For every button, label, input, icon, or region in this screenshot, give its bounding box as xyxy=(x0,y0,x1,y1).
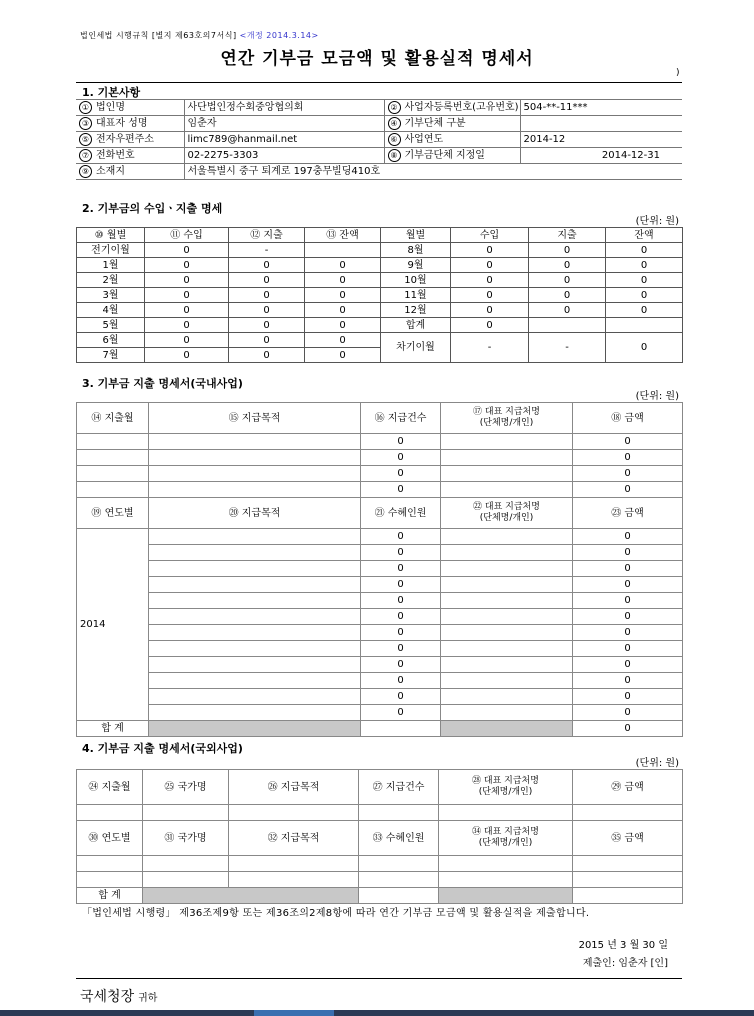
table-cell: 0 xyxy=(606,273,683,288)
amount-cell: 0 xyxy=(573,434,683,450)
table-cell: 0 xyxy=(529,243,606,258)
table-row xyxy=(77,657,683,673)
recipient-header: ㉘ 대표 지급처명 xyxy=(472,776,539,786)
column-header-recipient xyxy=(441,403,573,434)
carry-forward-cell: - xyxy=(529,333,606,363)
table-row xyxy=(77,258,683,273)
column-header-recipient xyxy=(439,770,573,805)
table-cell: 0 xyxy=(229,288,305,303)
basic-info-body xyxy=(76,100,682,180)
column-header: ㉛ 국가명 xyxy=(143,821,229,856)
table-row xyxy=(77,705,683,721)
domestic-expense-body xyxy=(77,403,683,737)
column-header-recipient xyxy=(439,821,573,856)
submission-statement: 「법인세법 시행령」 제36조제9항 또는 제36조의2제8항에 따라 연간 기부금 모금액 및 활용실적을 제출합니다. xyxy=(82,908,590,919)
table-cell: 0 xyxy=(451,273,529,288)
total-label: 합 계 xyxy=(77,888,143,904)
table-cell xyxy=(77,805,143,821)
table-cell: 3월 xyxy=(77,288,145,303)
table-cell: 0 xyxy=(606,243,683,258)
domestic-expense-table xyxy=(76,402,683,737)
table-cell: 0 xyxy=(451,258,529,273)
circled-number: ② xyxy=(388,101,401,114)
overseas-expense-table xyxy=(76,769,683,904)
table-cell: 11월 xyxy=(381,288,451,303)
info-row xyxy=(76,132,682,148)
recipient-subheader: (단체명/개인) xyxy=(479,418,534,428)
section2-title: 2. 기부금의 수입ㆍ지출 명세 xyxy=(82,202,223,215)
table-cell xyxy=(441,625,573,641)
table-row xyxy=(77,318,683,333)
table-cell: 10월 xyxy=(381,273,451,288)
count-cell: 0 xyxy=(361,609,441,625)
table-cell xyxy=(441,641,573,657)
column-header: ⑩ 월별 xyxy=(77,228,145,243)
table-cell xyxy=(149,609,361,625)
table-cell xyxy=(441,450,573,466)
table-cell xyxy=(439,872,573,888)
info-value: 임춘자 xyxy=(184,116,384,132)
table-cell xyxy=(441,689,573,705)
document-title: 연간 기부금 모금액 및 활용실적 명세서 xyxy=(220,49,534,69)
table-row xyxy=(77,273,683,288)
column-header: ㉝ 수혜인원 xyxy=(359,821,439,856)
table-row xyxy=(77,561,683,577)
table-cell: 0 xyxy=(305,258,381,273)
table-cell: 0 xyxy=(145,288,229,303)
table-row xyxy=(77,303,683,318)
column-header: 수입 xyxy=(451,228,529,243)
column-header: ⑯ 지급건수 xyxy=(361,403,441,434)
amount-cell: 0 xyxy=(573,482,683,498)
count-cell: 0 xyxy=(361,466,441,482)
count-cell: 0 xyxy=(361,705,441,721)
table-row xyxy=(77,529,683,545)
table-row xyxy=(77,243,683,258)
total-row xyxy=(77,721,683,737)
count-cell: 0 xyxy=(361,641,441,657)
amount-cell: 0 xyxy=(573,641,683,657)
table-cell: 0 xyxy=(305,348,381,363)
table-cell: 0 xyxy=(145,333,229,348)
table-cell: 전기이월 xyxy=(77,243,145,258)
table-row xyxy=(77,641,683,657)
total-label: 합 계 xyxy=(77,721,149,737)
amount-cell: 0 xyxy=(573,593,683,609)
column-header: ⑲ 연도별 xyxy=(77,498,149,529)
table-cell xyxy=(149,625,361,641)
table-cell xyxy=(441,529,573,545)
table-row xyxy=(77,482,683,498)
recipient-subheader: (단체명/개인) xyxy=(479,513,534,523)
circled-number: ⑨ xyxy=(79,165,92,178)
info-label xyxy=(384,132,520,148)
address-value: 서울특별시 중구 퇴계로 197충무빌딩410호 xyxy=(184,164,682,180)
table-cell xyxy=(359,872,439,888)
carry-forward-cell: - xyxy=(451,333,529,363)
table-cell xyxy=(149,561,361,577)
table-cell xyxy=(77,872,143,888)
field-label: 대표자 성명 xyxy=(96,118,148,129)
corner-paren: ) xyxy=(676,68,680,78)
column-header: ㉚ 연도별 xyxy=(77,821,143,856)
table-cell xyxy=(573,856,683,872)
table-cell xyxy=(149,482,361,498)
year-cell: 2014 xyxy=(77,529,149,721)
table-cell xyxy=(149,450,361,466)
table-row xyxy=(77,856,683,872)
table-row xyxy=(77,673,683,689)
recipient-suffix: 귀하 xyxy=(138,993,158,1004)
table-cell: 0 xyxy=(606,288,683,303)
table-cell xyxy=(149,434,361,450)
table-cell: 합계 xyxy=(381,318,451,333)
table-cell xyxy=(149,529,361,545)
revision-date: <개정 2014.3.14> xyxy=(239,31,319,40)
taskbar-highlight xyxy=(254,1010,334,1016)
table-cell xyxy=(359,856,439,872)
amount-cell: 0 xyxy=(573,561,683,577)
table-row xyxy=(77,434,683,450)
table-cell: 0 xyxy=(229,273,305,288)
amount-cell: 0 xyxy=(573,577,683,593)
table-cell: 0 xyxy=(305,273,381,288)
amount-cell: 0 xyxy=(573,657,683,673)
column-header: 월별 xyxy=(381,228,451,243)
info-value: 504-**-11*** xyxy=(520,100,682,116)
table-cell xyxy=(149,545,361,561)
section4-title: 4. 기부금 지출 명세서(국외사업) xyxy=(82,742,243,755)
income-header-row xyxy=(77,228,683,243)
table-cell: 6월 xyxy=(77,333,145,348)
carry-forward-cell: 차기이월 xyxy=(381,333,451,363)
column-header: ⑳ 지급목적 xyxy=(149,498,361,529)
table-cell xyxy=(143,856,229,872)
info-label xyxy=(76,164,184,180)
table-cell xyxy=(229,805,359,821)
column-header-row xyxy=(77,403,683,434)
circled-number: ① xyxy=(79,101,92,114)
table-cell xyxy=(143,872,229,888)
column-header: ㉓ 금액 xyxy=(573,498,683,529)
table-cell xyxy=(149,689,361,705)
gray-cell xyxy=(143,888,359,904)
column-header: 잔액 xyxy=(606,228,683,243)
table-cell: 5월 xyxy=(77,318,145,333)
table-row xyxy=(77,577,683,593)
basic-info-table xyxy=(76,99,682,180)
form-reference xyxy=(80,30,319,41)
table-row xyxy=(77,625,683,641)
count-cell: 0 xyxy=(361,450,441,466)
info-label xyxy=(76,116,184,132)
table-cell xyxy=(441,545,573,561)
column-header: ⑪ 수입 xyxy=(145,228,229,243)
column-header: ⑱ 금액 xyxy=(573,403,683,434)
column-header: ㉗ 지급건수 xyxy=(359,770,439,805)
count-cell: 0 xyxy=(361,657,441,673)
table-cell: 0 xyxy=(229,318,305,333)
total-row xyxy=(77,888,683,904)
column-header: ㉔ 지출월 xyxy=(77,770,143,805)
circled-number: ④ xyxy=(388,117,401,130)
recipient-name: 국세청장 xyxy=(80,989,135,1005)
column-header: ⑮ 지급목적 xyxy=(149,403,361,434)
table-cell: 0 xyxy=(529,258,606,273)
gray-cell xyxy=(441,721,573,737)
gray-cell xyxy=(439,888,573,904)
table-cell xyxy=(573,888,683,904)
table-row xyxy=(77,450,683,466)
table-cell: 0 xyxy=(229,333,305,348)
amount-cell: 0 xyxy=(573,625,683,641)
recipient xyxy=(80,986,157,1006)
section3-unit: (단위: 원) xyxy=(635,391,679,402)
table-cell xyxy=(359,888,439,904)
column-header: ㉕ 국가명 xyxy=(143,770,229,805)
income-expense-body xyxy=(77,228,683,363)
field-label: 전화번호 xyxy=(96,150,135,161)
table-cell xyxy=(77,482,149,498)
table-cell xyxy=(439,856,573,872)
info-label xyxy=(384,148,520,164)
column-header: ㉟ 금액 xyxy=(573,821,683,856)
table-cell xyxy=(77,434,149,450)
total-amount: 0 xyxy=(573,721,683,737)
table-row xyxy=(77,609,683,625)
recipient-header: ㉞ 대표 지급처명 xyxy=(472,827,539,837)
table-cell xyxy=(529,318,606,333)
circled-number: ③ xyxy=(79,117,92,130)
recipient-subheader: (단체명/개인) xyxy=(478,787,533,797)
table-cell: 0 xyxy=(606,303,683,318)
table-row xyxy=(77,689,683,705)
table-cell: 0 xyxy=(451,288,529,303)
table-cell: 0 xyxy=(305,288,381,303)
recipient-header: ⑰ 대표 지급처명 xyxy=(473,407,540,417)
info-label xyxy=(76,132,184,148)
table-cell: 0 xyxy=(529,303,606,318)
table-cell: 0 xyxy=(145,318,229,333)
circled-number: ⑧ xyxy=(388,149,401,162)
divider xyxy=(76,82,682,83)
count-cell: 0 xyxy=(361,577,441,593)
table-cell xyxy=(441,466,573,482)
table-row xyxy=(77,466,683,482)
table-cell: 0 xyxy=(305,333,381,348)
table-cell: 0 xyxy=(305,318,381,333)
column-header: ⑫ 지출 xyxy=(229,228,305,243)
table-cell: 12월 xyxy=(381,303,451,318)
info-value xyxy=(520,116,682,132)
table-cell: 0 xyxy=(229,303,305,318)
table-row xyxy=(77,593,683,609)
table-cell: 0 xyxy=(529,273,606,288)
submission-date: 2015 년 3 월 30 일 xyxy=(578,940,668,951)
info-value: 2014-12 xyxy=(520,132,682,148)
table-cell xyxy=(573,872,683,888)
section2-unit: (단위: 원) xyxy=(635,216,679,227)
column-header-row xyxy=(77,821,683,856)
divider xyxy=(76,978,682,979)
amount-cell: 0 xyxy=(573,545,683,561)
table-row xyxy=(77,333,683,348)
column-header: ㉙ 금액 xyxy=(573,770,683,805)
table-row xyxy=(77,288,683,303)
table-cell: 0 xyxy=(145,243,229,258)
table-cell: - xyxy=(229,243,305,258)
overseas-expense-body xyxy=(77,770,683,904)
amount-cell: 0 xyxy=(573,689,683,705)
table-cell xyxy=(77,856,143,872)
count-cell: 0 xyxy=(361,593,441,609)
info-value: limc789@hanmail.net xyxy=(184,132,384,148)
gray-cell xyxy=(149,721,361,737)
table-cell xyxy=(441,561,573,577)
table-cell: 0 xyxy=(145,273,229,288)
column-header: ㉑ 수혜인원 xyxy=(361,498,441,529)
info-value: 02-2275-3303 xyxy=(184,148,384,164)
table-cell: 9월 xyxy=(381,258,451,273)
table-cell: 0 xyxy=(145,303,229,318)
circled-number: ⑦ xyxy=(79,149,92,162)
income-expense-table xyxy=(76,227,683,363)
column-header: ⑬ 잔액 xyxy=(305,228,381,243)
table-cell xyxy=(149,593,361,609)
table-cell: 0 xyxy=(451,318,529,333)
table-cell: 0 xyxy=(606,258,683,273)
table-cell xyxy=(573,805,683,821)
circled-number: ⑤ xyxy=(79,133,92,146)
info-label xyxy=(76,148,184,164)
table-cell xyxy=(149,641,361,657)
table-cell xyxy=(361,721,441,737)
table-cell xyxy=(149,673,361,689)
table-cell: 0 xyxy=(451,303,529,318)
table-cell: 0 xyxy=(229,348,305,363)
info-value: 2014-12-31 xyxy=(520,148,682,164)
table-cell: 0 xyxy=(451,243,529,258)
info-row xyxy=(76,100,682,116)
field-label: 전자우편주소 xyxy=(96,134,154,145)
column-header-row xyxy=(77,770,683,805)
column-header: 지출 xyxy=(529,228,606,243)
column-header: ㉜ 지급목적 xyxy=(229,821,359,856)
section4-unit: (단위: 원) xyxy=(635,758,679,769)
table-cell xyxy=(359,805,439,821)
table-cell: 2월 xyxy=(77,273,145,288)
table-cell: 0 xyxy=(145,348,229,363)
section3-title: 3. 기부금 지출 명세서(국내사업) xyxy=(82,377,243,390)
table-cell xyxy=(149,657,361,673)
section1-title: 1. 기본사항 xyxy=(82,86,141,99)
info-row-address xyxy=(76,164,682,180)
amount-cell: 0 xyxy=(573,705,683,721)
form-ref-text: 법인세법 시행규칙 [별지 제63호의7서식] xyxy=(80,31,237,40)
circled-number: ⑥ xyxy=(388,133,401,146)
column-header: ⑭ 지출월 xyxy=(77,403,149,434)
window-taskbar xyxy=(0,1010,754,1016)
count-cell: 0 xyxy=(361,625,441,641)
count-cell: 0 xyxy=(361,434,441,450)
field-label: 기부금단체 지정일 xyxy=(404,150,485,161)
table-cell xyxy=(441,482,573,498)
table-cell xyxy=(149,577,361,593)
table-cell xyxy=(149,466,361,482)
column-header-row xyxy=(77,498,683,529)
count-cell: 0 xyxy=(361,689,441,705)
table-cell xyxy=(77,450,149,466)
table-cell: 0 xyxy=(145,258,229,273)
amount-cell: 0 xyxy=(573,466,683,482)
info-label xyxy=(76,100,184,116)
info-label xyxy=(384,116,520,132)
table-cell xyxy=(441,609,573,625)
amount-cell: 0 xyxy=(573,673,683,689)
field-label: 사업연도 xyxy=(404,134,444,145)
table-cell xyxy=(149,705,361,721)
table-cell: 0 xyxy=(305,303,381,318)
table-cell: 4월 xyxy=(77,303,145,318)
info-value: 사단법인정수회중앙협의회 xyxy=(184,100,384,116)
table-cell xyxy=(439,805,573,821)
field-label: 사업자등록번호(고유번호) xyxy=(404,102,519,113)
column-header-recipient xyxy=(441,498,573,529)
table-row xyxy=(77,872,683,888)
count-cell: 0 xyxy=(361,529,441,545)
table-cell xyxy=(77,466,149,482)
count-cell: 0 xyxy=(361,482,441,498)
table-cell: 0 xyxy=(229,258,305,273)
table-cell xyxy=(441,657,573,673)
table-row xyxy=(77,545,683,561)
carry-forward-cell: 0 xyxy=(606,333,683,363)
column-header: ㉖ 지급목적 xyxy=(229,770,359,805)
field-label: 기부단체 구분 xyxy=(404,118,466,129)
table-cell xyxy=(441,673,573,689)
field-label: 소재지 xyxy=(96,166,125,177)
table-cell xyxy=(606,318,683,333)
submitter-signature: 제출인: 임춘자 [인] xyxy=(582,958,668,969)
field-label: 법인명 xyxy=(96,102,125,113)
table-cell xyxy=(229,872,359,888)
table-cell xyxy=(305,243,381,258)
count-cell: 0 xyxy=(361,545,441,561)
table-cell xyxy=(441,705,573,721)
table-cell xyxy=(441,593,573,609)
table-cell xyxy=(441,434,573,450)
table-cell xyxy=(229,856,359,872)
table-cell: 0 xyxy=(529,288,606,303)
count-cell: 0 xyxy=(361,673,441,689)
table-cell: 8월 xyxy=(381,243,451,258)
table-cell: 7월 xyxy=(77,348,145,363)
table-cell xyxy=(143,805,229,821)
info-row xyxy=(76,148,682,164)
info-label xyxy=(384,100,520,116)
amount-cell: 0 xyxy=(573,529,683,545)
count-cell: 0 xyxy=(361,561,441,577)
recipient-header: ㉒ 대표 지급처명 xyxy=(473,502,540,512)
recipient-subheader: (단체명/개인) xyxy=(478,838,533,848)
table-cell xyxy=(441,577,573,593)
amount-cell: 0 xyxy=(573,450,683,466)
table-cell: 1월 xyxy=(77,258,145,273)
amount-cell: 0 xyxy=(573,609,683,625)
table-row xyxy=(77,805,683,821)
info-row xyxy=(76,116,682,132)
